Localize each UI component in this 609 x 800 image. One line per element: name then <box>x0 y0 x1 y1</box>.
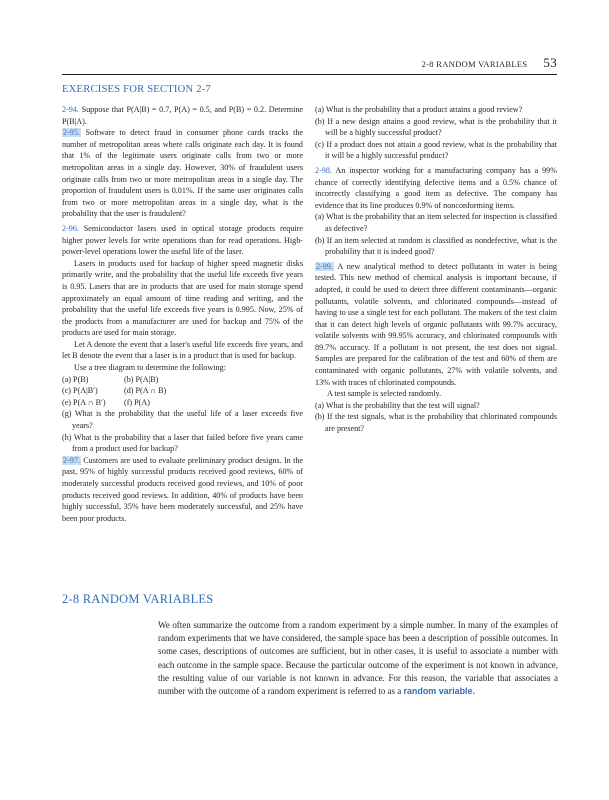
option-item: (b) If the test signals, what is the probability that chlorinated compounds are present? <box>315 412 557 434</box>
body-text: We often summarize the outcome from a random experiment by a simple number. In many of the examples of random experiments that we have considered, the sample space has been a description of possible outcomes. In some cases, descriptions of outcomes are sufficient, but in other cases, it is useful to associate a number with each outcome in the sample space. Because the particular outcome of the experiment is not known in advance, the resulting value of our variable is not known in advance. For this reason, the variable that associates a number with the outcome of a random experiment is referred to as a <box>158 620 558 697</box>
option-item: (a) What is the probability that a product attains a good review? <box>315 105 523 114</box>
option-item: (b) If a new design attains a good review, what is the probability that it will be a highly successful product? <box>315 116 557 138</box>
running-header <box>422 55 557 71</box>
option-item: (d) P(A ∩ B) <box>124 386 167 396</box>
exercise-text: Software to detect fraud in consumer phone cards tracks the number of metropolitan areas where calls originate each day. It is found that 1% of the legitimate users originate calls from two or more metropolitan areas in a single day. However, 30% of fraudulent users originate calls from two or more metropolitan areas in a single day. The proportion of fraudulent users is 0.01%. If the same user originates calls from two or more metropolitan areas in a single day, what is the probability that the user is fraudulent? <box>62 128 304 219</box>
exercise-text: A new analytical method to detect pollutants in water is being tested. This new method of chemical analysis is important because, if adopted, it could be used to detect three different contaminants—organic pollutants, volatile solvents, and chlorinated compounds—instead of having to use a single test for each pollutant. The makers of the test claim that it can detect high levels of organic pollutants with 99.7% accuracy, volatile solvents with 99.95% accuracy, and chlorinated compounds with 89.7% accuracy. If a pollutant is not present, the test does not signal. Samples are prepared for the calibration of the test and 60% of them are contaminated with organic pollutants, 27% with volatile solvents, and 13% with traces of chlorinated compounds. <box>315 261 557 387</box>
option-item: (a) What is the probability that an item selected for inspection is classified as defective? <box>315 212 557 233</box>
option-item: (f) P(A) <box>124 397 150 407</box>
exercise-number: 2-98. <box>315 165 332 175</box>
exercise-paragraph: Let A denote the event that a laser's useful life exceeds five years, and let B denote the event that a laser is in a product that is used for backup. <box>62 339 303 361</box>
exercise-number: 2-96. <box>62 223 79 233</box>
exercise-2-96 <box>62 223 303 258</box>
exercise-paragraph: A test sample is selected randomly. <box>327 389 442 399</box>
option-grid <box>62 374 303 409</box>
option-item: (e) P(A ∩ B′) <box>62 397 106 407</box>
option-item: (c) If a product does not attain a good review, what is the probability that it will be a highly successful product? <box>315 139 557 161</box>
section-title: EXERCISES FOR SECTION 2-7 <box>62 84 211 95</box>
exercise-text: Suppose that P(A|B) = 0.7, P(A) = 0.5, and P(B) = 0.2. Determine P(B|A). <box>62 105 304 126</box>
keyword-term: random variable. <box>403 686 475 697</box>
option-item: (c) P(A|B′) <box>62 386 98 396</box>
option-item: (h) What is the probability that a laser that failed before five years came from a product used for backup? <box>62 432 303 454</box>
exercise-paragraph: Use a tree diagram to determine the following: <box>74 363 226 373</box>
exercise-text: An inspector working for a manufacturing company has a 99% chance of correctly identifying defective items and a 0.5% chance of incorrectly classifying a good item as defective. The company has evidence that its line produces 0.9% of nonconforming items. <box>315 165 557 210</box>
exercise-number: 2-95. <box>63 128 80 138</box>
exercise-text: Semiconductor lasers used in optical storage products require higher power levels for write operations than for read operations. High-power-level operations lower the useful life of the laser. <box>62 223 303 257</box>
exercise-2-95 <box>62 127 303 220</box>
exercise-2-98 <box>315 165 557 211</box>
option-item: (b) If an item selected at random is classified as nondefective, what is the probability that it is indeed good? <box>315 235 557 257</box>
exercise-2-99 <box>315 261 557 389</box>
option-item: (a) P(B) <box>62 374 89 384</box>
option-item: (b) P(A|B) <box>124 374 159 384</box>
option-item: (g) What is the probability that the useful life of a laser exceeds five years? <box>62 409 303 431</box>
header-rule <box>62 74 557 75</box>
exercise-number: 2-99. <box>316 261 333 271</box>
option-item: (a) What is the probability that the test will signal? <box>315 400 480 410</box>
exercise-text: Customers are used to evaluate preliminary product designs. In the past, 95% of highly successful products received good reviews, 60% of moderately successful products received good reviews, and 10% of poor products received good reviews. In addition, 40% of products have been highly successful, 35% have been moderately successful, and 25% have been poor products. <box>62 455 303 523</box>
page-number: 53 <box>543 55 557 70</box>
right-column <box>315 104 557 435</box>
exercise-2-97 <box>62 455 303 525</box>
left-column <box>62 104 303 524</box>
exercise-number: 2-94. <box>62 105 79 114</box>
exercise-paragraph: Lasers in products used for backup of higher speed magnetic disks primarily write, and the probability that the useful life exceeds five years is 0.95. Lasers that are in products that are used for main storage spend approximately an equal amount of time reading and writing, and the probability that the useful life exceeds five years is 0.995. Now, 25% of the products from a manufacturer are used for backup and 75% of the products are used for main storage. <box>62 258 303 338</box>
section-heading: 2-8 RANDOM VARIABLES <box>62 592 214 606</box>
exercise-2-94 <box>62 104 303 127</box>
exercise-number: 2-97. <box>63 455 80 465</box>
running-title: 2-8 RANDOM VARIABLES <box>421 59 528 69</box>
section-body <box>158 619 558 698</box>
